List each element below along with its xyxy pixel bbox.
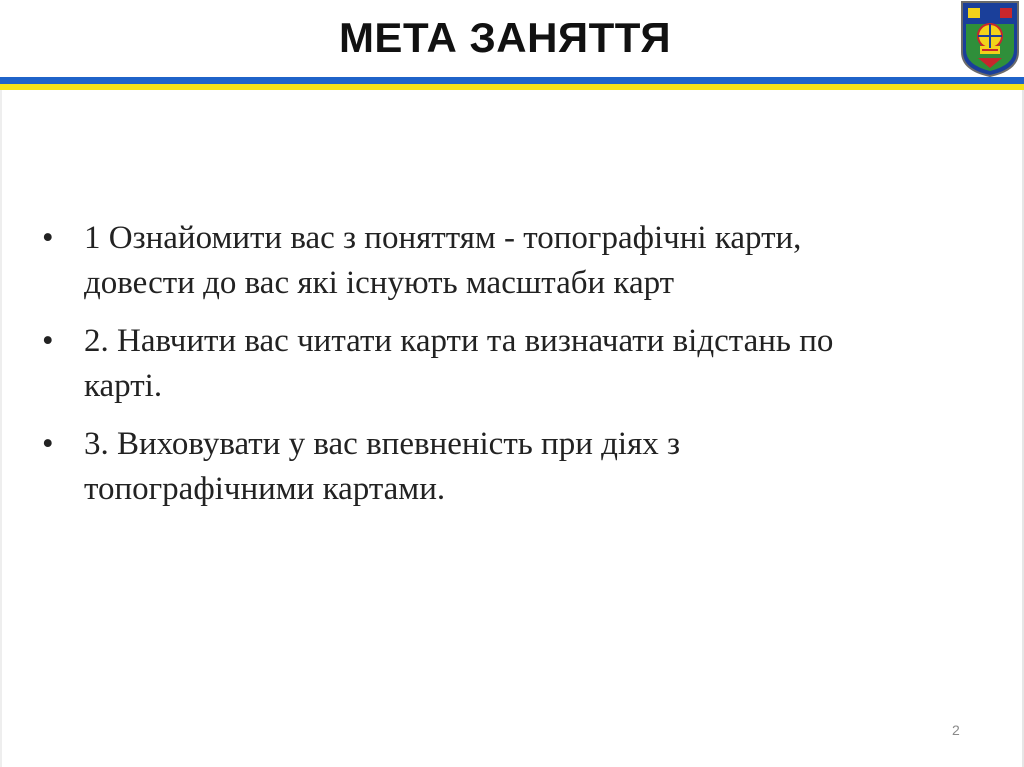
objective-item-2 [40, 319, 1000, 409]
objective-1-line-2: довести до вас які існують масштаби карт [84, 265, 675, 301]
bullet-icon: • [42, 323, 54, 359]
header-stripe-yellow [0, 84, 1024, 90]
objective-2-line-2: карті. [84, 368, 163, 404]
objective-item-1 [40, 216, 1000, 306]
bullet-icon: • [42, 220, 54, 256]
page-number: 2 [952, 722, 960, 738]
objective-3-line-2: топографічними картами. [84, 471, 446, 507]
objectives-list [40, 216, 1000, 525]
objective-1-line-1: 1 Ознайомити вас з поняттям - топографічні карти, [84, 220, 802, 256]
bullet-icon: • [42, 426, 54, 462]
objective-3-line-1: 3. Виховувати у вас впевненість при діях з [84, 426, 681, 462]
objective-item-3 [40, 422, 1000, 512]
slide-edge-left [0, 90, 2, 767]
header-stripe-blue [0, 77, 1024, 84]
unit-emblem-icon [958, 0, 1022, 78]
slide-title: МЕТА ЗАНЯТТЯ [338, 14, 672, 61]
objective-2-line-1: 2. Навчити вас читати карти та визначати відстань по [84, 323, 834, 359]
